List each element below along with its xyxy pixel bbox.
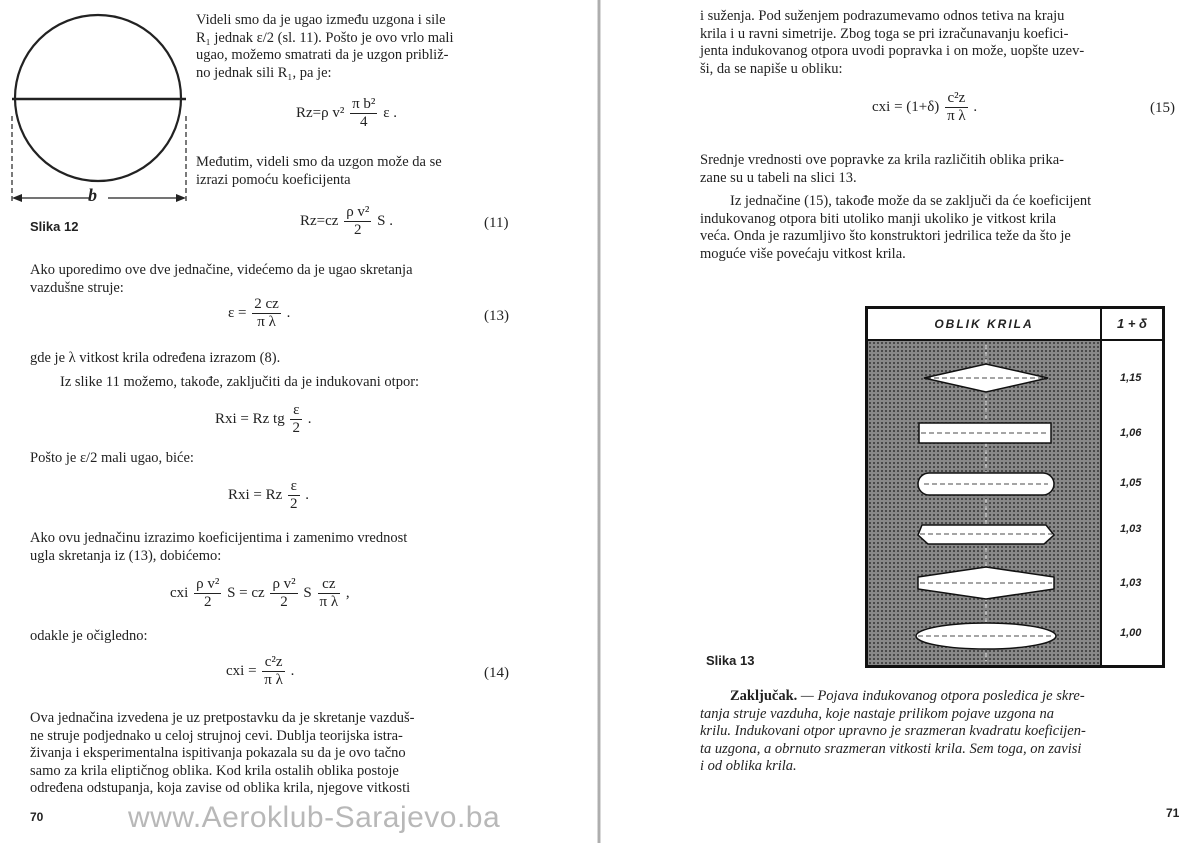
- fig13-wing-shape-table: [865, 306, 1165, 668]
- coef-value: 1,05: [1120, 477, 1142, 489]
- equation-11: Rz=cz $\frac{\text{ρ v²}}{2}$ S .: [300, 204, 394, 238]
- conclusion-paragraph: Zaključak. — Pojava indukovanog otpora posledica je skre- tanja struje vazduha, koje nastaje prilikom pojave uzgona na krilu. Indukovani otpor upravno je srazmeran kvadratu koeficijen- ta uzgona, a obrnuto srazmeran vitkosti krila. Sem toga, on zavisi i od oblika krila.: [700, 688, 1086, 774]
- wing-shape-diamond: [924, 364, 1048, 392]
- fig12-ellipse-diagram: [8, 6, 192, 212]
- equation-rz-wing: Rz=ρ v² $\frac{\text{π b²}}{4}$ ε .: [296, 96, 397, 130]
- page-number-left: 70: [30, 810, 44, 824]
- equation-15-number: (15): [1150, 100, 1175, 116]
- coef-value: 1,03: [1120, 523, 1142, 535]
- coef-value: 1,03: [1120, 577, 1142, 589]
- watermark: www.Aeroklub-Sarajevo.ba: [128, 801, 501, 834]
- wing-shape-rectangle: [919, 423, 1051, 443]
- wing-shape-elliptic: [916, 623, 1056, 649]
- equation-long: cxi $\frac{\text{ρ v²}}{2}$ S = cz $\frac{\text{ρ v²}}{2}$ S $\frac{cz}{\text{π λ}}$ ,: [170, 576, 350, 610]
- induced-drag-intro: Iz slike 11 možemo, takođe, zaključiti da je indukovani otpor:: [60, 374, 420, 390]
- coef-value: 1,00: [1120, 627, 1142, 639]
- small-angle-text: Pošto je ε/2 mali ugao, biće:: [30, 450, 194, 466]
- uzgon-paragraph: Međutim, videli smo da uzgon može da se izrazi pomoću koeficijenta: [196, 154, 442, 188]
- assumption-paragraph: Ova jednačina izvedena je uz pretpostavku da je skretanje vazduš- ne struje podjednako u celoj strujnoj cevi. Dublja teorijska istra- živanja i eksperimentalna ispitivanja pokazala su da je ovo tačno samo za krila eliptičnog oblika. Kod krila ostalih oblika postoje određena odstupanja, koja zavise od oblika krila, njegove vitkosti: [30, 710, 415, 796]
- obvious-text: odakle je očigledno:: [30, 628, 148, 644]
- intro-paragraph: Videli smo da je ugao između uzgona i sile R₁ jednak ε/2 (sl. 11). Pošto je ovo vrlo mali ugao, možemo smatrati da je uzgon približ- no jednak sili R₁, pa je:: [196, 12, 454, 81]
- coef-value: 1,06: [1120, 427, 1142, 439]
- table-shape-column: [868, 341, 1102, 665]
- mean-values-paragraph: Srednje vrednosti ove popravke za krila različitih oblika prika- zane su u tabeli na slici 13.: [700, 152, 1064, 186]
- wing-shape-tapered: [918, 525, 1054, 544]
- equation-14: cxi = $\frac{\text{c²z}}{\text{π λ}}$ .: [226, 654, 295, 688]
- equation-13-number: (13): [484, 308, 509, 324]
- equation-13: ε = $\frac{2 cz}{\text{π λ}}$ .: [228, 296, 291, 330]
- fig12-caption: Slika 12: [30, 219, 79, 234]
- table-coef-column: [1102, 341, 1162, 665]
- conclusion-label: Zaključak.: [730, 688, 798, 704]
- equation-rxi-small: Rxi = Rz $\frac{\varepsilon}{2}$ .: [228, 478, 310, 512]
- fig13-caption: Slika 13: [706, 653, 755, 668]
- equation-11-number: (11): [484, 215, 509, 231]
- fig12-span-label: b: [88, 185, 97, 205]
- wing-shape-rounded: [918, 473, 1054, 495]
- equation-15: cxi = (1+δ) $\frac{\text{c²z}}{\text{π λ}}$ .: [872, 90, 978, 124]
- comparison-paragraph: Ako uporedimo ove dve jednačine, videćemo da je ugao skretanja vazdušne struje:: [30, 262, 413, 296]
- page-number-right: 71: [1166, 806, 1180, 820]
- table-header-shape: OBLIK KRILA: [868, 309, 1102, 341]
- book-gutter: [597, 0, 601, 843]
- table-header-coef: 1 + δ: [1102, 309, 1162, 341]
- equation-rxi-tg: Rxi = Rz tg $\frac{\varepsilon}{2}$ .: [215, 402, 312, 436]
- narrowing-paragraph: i suženja. Pod suženjem podrazumevamo odnos tetiva na kraju krila i u ravni simetrije. Zbog toga se pri izračunavanju koefici- jenta indukovanog otpora uvodi popravka i on može, uopšte uzev- ši, da se napiše u obliku:: [700, 8, 1085, 77]
- coef-value: 1,15: [1120, 372, 1142, 384]
- wing-shape-double-taper: [918, 567, 1054, 599]
- equation-14-number: (14): [484, 665, 509, 681]
- lambda-definition: gde je λ vitkost krila određena izrazom (8).: [30, 350, 281, 366]
- slenderness-paragraph: Iz jednačine (15), takođe može da se zaključi da će koeficijent indukovanog otpora biti utoliko manji ukoliko je vitkost krila veća. Onda je razumljivo što konstruktori jedrilica teže da što je moguće više povećaju vitkost krila.: [700, 193, 1092, 262]
- coefficient-paragraph: Ako ovu jednačinu izrazimo koeficijentima i zamenimo vrednost ugla skretanja iz (13), dobićemo:: [30, 530, 408, 564]
